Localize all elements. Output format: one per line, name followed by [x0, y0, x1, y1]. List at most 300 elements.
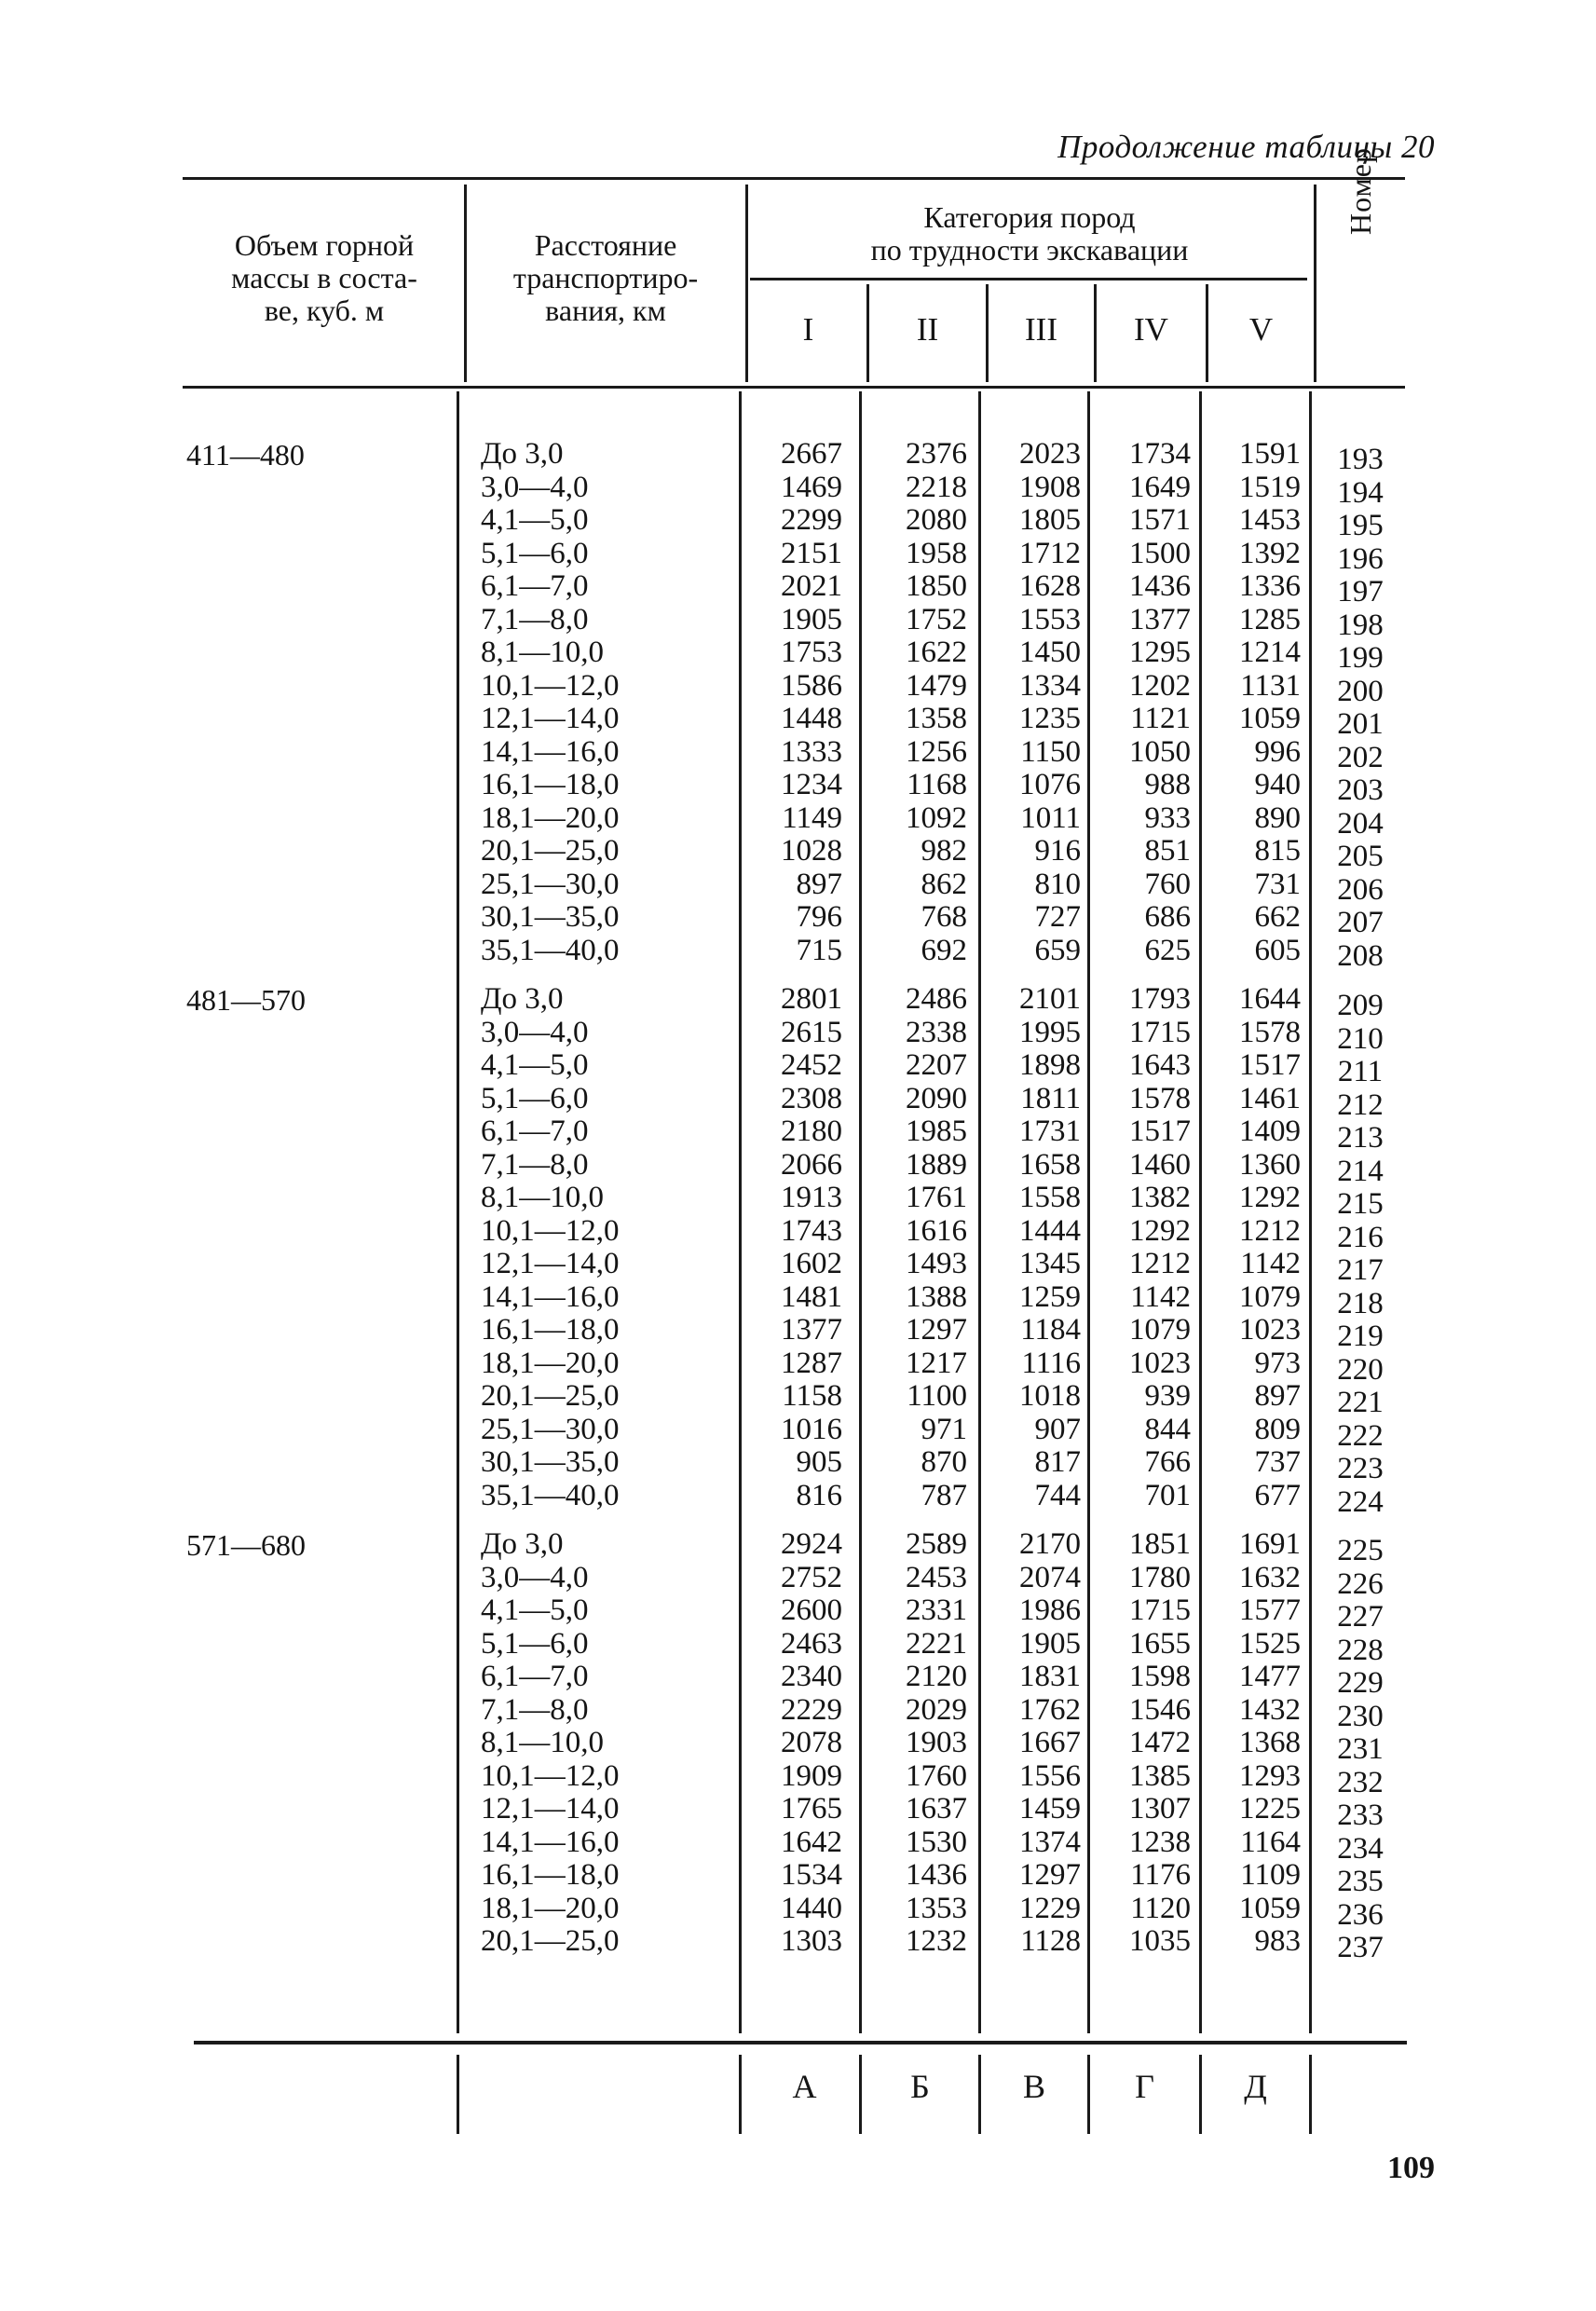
- cat-1-cell: 1534: [781, 1858, 842, 1892]
- body-divider-distance: [739, 391, 742, 2033]
- nums-column: [1318, 444, 1402, 973]
- row-number-cell: 229: [1337, 1666, 1384, 1700]
- header-category: Категория пород по трудности экскавации: [870, 200, 1189, 267]
- cat-5-cell: 1023: [1239, 1313, 1301, 1347]
- cat-4-cell: 760: [1144, 867, 1191, 901]
- distance-cell: 16,1—18,0: [481, 1313, 620, 1347]
- cat-2-cell: 2376: [906, 437, 967, 471]
- cat-1-cell: 1642: [781, 1825, 842, 1859]
- body-divider-number: [1309, 391, 1312, 2033]
- cat-2-cell: 1353: [906, 1891, 967, 1925]
- cat-2-cell: 1985: [906, 1114, 967, 1148]
- volume-range: 411—480: [186, 438, 305, 472]
- distance-cell: 25,1—30,0: [481, 867, 620, 901]
- cat-1-cell: 2452: [781, 1048, 842, 1082]
- distance-cell: 8,1—10,0: [481, 1181, 604, 1214]
- cat-5-cell: 1164: [1240, 1825, 1301, 1859]
- row-number-cell: 217: [1337, 1253, 1384, 1287]
- cat-3-cell: 1334: [1019, 668, 1081, 703]
- row-number-cell: 201: [1337, 707, 1384, 741]
- cat-5-cell: 1519: [1239, 470, 1301, 504]
- distance-cell: 6,1—7,0: [481, 569, 589, 603]
- cat-4-cell: 1546: [1129, 1692, 1191, 1727]
- header-cat-1: I: [802, 311, 814, 348]
- cat-1-cell: 1440: [781, 1891, 842, 1925]
- cat-4-cell: 1202: [1129, 668, 1191, 703]
- cat-3-cell: 1459: [1019, 1792, 1081, 1826]
- body-divider-c1: [859, 391, 862, 2033]
- cat-2-cell: 982: [921, 834, 967, 868]
- distance-cell: 20,1—25,0: [481, 834, 620, 868]
- cat-1-cell: 2801: [781, 982, 842, 1016]
- cat-4-cell: 1385: [1129, 1758, 1191, 1793]
- cat-5-cell: 677: [1254, 1478, 1301, 1512]
- cat-4-cell: 1436: [1129, 569, 1191, 603]
- body-divider-c4: [1199, 391, 1202, 2033]
- footer-letter-b: Б: [910, 2068, 930, 2105]
- cat-1-cell: 2752: [781, 1560, 842, 1594]
- cat-5-cell: 973: [1254, 1346, 1301, 1380]
- distance-cell: 35,1—40,0: [481, 933, 620, 967]
- row-number-cell: 218: [1337, 1286, 1384, 1320]
- cat-4-cell: 1793: [1129, 982, 1191, 1016]
- cat-2-cell: 1297: [906, 1313, 967, 1347]
- cat-1-cell: 2615: [781, 1015, 842, 1049]
- row-number-cell: 200: [1337, 674, 1384, 708]
- cat-4-cell: 1142: [1130, 1279, 1191, 1314]
- distance-cell: 14,1—16,0: [481, 734, 620, 769]
- cat-3-cell: 1831: [1019, 1660, 1081, 1693]
- cat-5-cell: 996: [1254, 734, 1301, 769]
- cat-1-cell: 2340: [781, 1660, 842, 1693]
- cat-3-cell: 1731: [1019, 1114, 1081, 1148]
- cat-2-cell: 1358: [906, 702, 967, 735]
- cat-4-cell: 1578: [1129, 1081, 1191, 1115]
- row-number-cell: 208: [1337, 938, 1384, 973]
- cat-2-cell: 1100: [907, 1379, 967, 1413]
- cat-4-cell: 939: [1144, 1379, 1191, 1413]
- cat-3-cell: 1667: [1019, 1726, 1081, 1759]
- cat-3-cell: 817: [1034, 1445, 1081, 1479]
- cat-5-cell: 1368: [1239, 1726, 1301, 1759]
- cat-1-cell: 2308: [781, 1081, 842, 1115]
- row-number-cell: 226: [1337, 1566, 1384, 1601]
- cat-4-cell: 1120: [1130, 1891, 1191, 1925]
- cat-3-cell: 1128: [1020, 1924, 1081, 1958]
- cat-4-cell: 1460: [1129, 1147, 1191, 1182]
- cat-2-cell: 787: [921, 1478, 967, 1512]
- distance-cell: 10,1—12,0: [481, 1758, 620, 1793]
- cat-4-cell: 1500: [1129, 536, 1191, 570]
- row-number-cell: 213: [1337, 1121, 1384, 1155]
- c3-column: [989, 983, 1081, 1512]
- cat-3-cell: 907: [1034, 1412, 1081, 1446]
- distance-cell: 7,1—8,0: [481, 1692, 589, 1727]
- row-number-cell: 225: [1337, 1534, 1384, 1567]
- cat-2-cell: 2453: [906, 1560, 967, 1594]
- cat-2-cell: 1903: [906, 1726, 967, 1759]
- distance-cell: 18,1—20,0: [481, 1346, 620, 1380]
- cat-2-cell: 1232: [906, 1924, 967, 1958]
- row-number-cell: 203: [1337, 773, 1384, 807]
- cat-4-cell: 933: [1144, 800, 1191, 835]
- cat-2-cell: 1256: [906, 734, 967, 769]
- distances-column: [481, 438, 723, 967]
- cat-5-cell: 1392: [1239, 536, 1301, 570]
- row-number-cell: 219: [1337, 1320, 1384, 1353]
- cat-1-cell: 2463: [781, 1626, 842, 1661]
- cat-4-cell: 1295: [1129, 636, 1191, 669]
- cat-1-cell: 1753: [781, 636, 842, 669]
- distance-cell: 8,1—10,0: [481, 636, 604, 669]
- row-number-cell: 227: [1337, 1600, 1384, 1634]
- cat-3-cell: 1898: [1019, 1048, 1081, 1082]
- c3-column: [989, 1528, 1081, 1959]
- cat-4-cell: 1517: [1129, 1114, 1191, 1148]
- row-number-cell: 214: [1337, 1154, 1384, 1188]
- cat-1-cell: 1333: [781, 734, 842, 769]
- row-number-cell: 204: [1337, 806, 1384, 841]
- cat-1-cell: 1469: [781, 470, 842, 504]
- body-bottom-rule: [194, 2041, 1407, 2044]
- row-number-cell: 202: [1337, 740, 1384, 774]
- cat-3-cell: 1908: [1019, 470, 1081, 504]
- cat-5-cell: 1212: [1239, 1213, 1301, 1248]
- cat-4-cell: 1780: [1129, 1560, 1191, 1594]
- c1-column: [755, 438, 842, 967]
- cat-4-cell: 1079: [1129, 1313, 1191, 1347]
- cat-5-cell: 1292: [1239, 1181, 1301, 1214]
- distance-cell: 4,1—5,0: [481, 1048, 589, 1082]
- distance-cell: 10,1—12,0: [481, 668, 620, 703]
- cat-5-cell: 1644: [1239, 982, 1301, 1016]
- cat-3-cell: 1628: [1019, 569, 1081, 603]
- cat-1-cell: 2066: [781, 1147, 842, 1182]
- distance-cell: 7,1—8,0: [481, 602, 589, 636]
- cat-2-cell: 2120: [906, 1660, 967, 1693]
- c3-column: [989, 438, 1081, 967]
- cat-1-cell: 2600: [781, 1593, 842, 1627]
- cat-4-cell: 1571: [1129, 503, 1191, 537]
- cat-3-cell: 2101: [1019, 982, 1081, 1016]
- distance-cell: 20,1—25,0: [481, 1924, 620, 1958]
- row-number-cell: 222: [1337, 1418, 1384, 1453]
- cat-3-cell: 2074: [1019, 1560, 1081, 1594]
- cat-2-cell: 2589: [906, 1527, 967, 1561]
- distance-cell: 18,1—20,0: [481, 800, 620, 835]
- cat-3-cell: 1905: [1019, 1626, 1081, 1661]
- cat-1-cell: 1158: [782, 1379, 842, 1413]
- cat-5-cell: 1293: [1239, 1758, 1301, 1793]
- cat-1-cell: 2078: [781, 1726, 842, 1759]
- cat-5-cell: 1285: [1239, 602, 1301, 636]
- cat-4-cell: 1598: [1129, 1660, 1191, 1693]
- cat-3-cell: 659: [1034, 933, 1081, 967]
- cat-3-cell: 916: [1034, 834, 1081, 868]
- cat-5-cell: 605: [1254, 933, 1301, 967]
- cat-2-cell: 870: [921, 1445, 967, 1479]
- distance-cell: 8,1—10,0: [481, 1726, 604, 1759]
- distance-cell: 4,1—5,0: [481, 1593, 589, 1627]
- cat-2-cell: 2486: [906, 982, 967, 1016]
- cat-2-cell: 2338: [906, 1015, 967, 1049]
- cat-5-cell: 1591: [1239, 437, 1301, 471]
- distance-cell: 10,1—12,0: [481, 1213, 620, 1248]
- cat-2-cell: 1436: [906, 1858, 967, 1892]
- cat-5-cell: 731: [1254, 867, 1301, 901]
- cat-5-cell: 1079: [1239, 1279, 1301, 1314]
- category-rule: [750, 278, 1307, 280]
- cat-4-cell: 1377: [1129, 602, 1191, 636]
- cat-4-cell: 1715: [1129, 1593, 1191, 1627]
- distance-cell: 25,1—30,0: [481, 1412, 620, 1446]
- distance-cell: 12,1—14,0: [481, 1247, 620, 1280]
- header-bottom-rule: [183, 386, 1405, 389]
- cat-5-cell: 1225: [1239, 1792, 1301, 1826]
- row-number-cell: 233: [1337, 1798, 1384, 1832]
- distance-cell: 6,1—7,0: [481, 1114, 589, 1148]
- c1-column: [755, 1528, 842, 1959]
- nums-column: [1318, 990, 1402, 1519]
- distance-cell: 4,1—5,0: [481, 503, 589, 537]
- page-number: 109: [1387, 2151, 1435, 2185]
- header-divider-volume: [464, 185, 467, 382]
- cat-4-cell: 1050: [1129, 734, 1191, 769]
- header-distance: Расстояние транспортиро- вания, км: [512, 228, 699, 327]
- c2-column: [874, 1528, 967, 1959]
- cat-2-cell: 862: [921, 867, 967, 901]
- cat-2-cell: 1958: [906, 536, 967, 570]
- cat-5-cell: 1214: [1239, 636, 1301, 669]
- distances-column: [481, 1528, 723, 1959]
- row-number-cell: 194: [1337, 475, 1384, 510]
- cat-1-cell: 1016: [781, 1412, 842, 1446]
- cat-2-cell: 1752: [906, 602, 967, 636]
- footer-letter-a: А: [792, 2068, 817, 2105]
- c2-column: [874, 983, 967, 1512]
- distance-cell: 16,1—18,0: [481, 1858, 620, 1892]
- cat-4-cell: 1472: [1129, 1726, 1191, 1759]
- cat-1-cell: 1586: [781, 668, 842, 703]
- cat-3-cell: 1011: [1020, 800, 1081, 835]
- cat-2-cell: 1479: [906, 668, 967, 703]
- cat-3-cell: 727: [1034, 900, 1081, 934]
- cat-4-cell: 1292: [1129, 1213, 1191, 1248]
- cat-3-cell: 1811: [1020, 1081, 1081, 1115]
- distance-cell: 5,1—6,0: [481, 1081, 589, 1115]
- distances-column: [481, 983, 723, 1512]
- cat-2-cell: 2029: [906, 1692, 967, 1727]
- cat-1-cell: 2924: [781, 1527, 842, 1561]
- distance-cell: 12,1—14,0: [481, 702, 620, 735]
- row-number-cell: 195: [1337, 509, 1384, 542]
- cat-4-cell: 1382: [1129, 1181, 1191, 1214]
- cat-4-cell: 844: [1144, 1412, 1191, 1446]
- cat-3-cell: 1556: [1019, 1758, 1081, 1793]
- cat-2-cell: 1760: [906, 1758, 967, 1793]
- row-number-cell: 198: [1337, 608, 1384, 642]
- cat-5-cell: 1360: [1239, 1147, 1301, 1182]
- cat-5-cell: 809: [1254, 1412, 1301, 1446]
- cat-4-cell: 1212: [1129, 1247, 1191, 1280]
- cat-5-cell: 815: [1254, 834, 1301, 868]
- row-number-cell: 221: [1337, 1386, 1384, 1419]
- header-cat-4: IV: [1134, 311, 1168, 348]
- cat-3-cell: 1553: [1019, 602, 1081, 636]
- row-number-cell: 211: [1337, 1055, 1384, 1088]
- distance-cell: 6,1—7,0: [481, 1660, 589, 1693]
- row-number-cell: 209: [1337, 989, 1384, 1022]
- cat-2-cell: 768: [921, 900, 967, 934]
- cat-1-cell: 905: [796, 1445, 842, 1479]
- cat-1-cell: 1149: [782, 800, 842, 835]
- cat-5-cell: 890: [1254, 800, 1301, 835]
- c5-column: [1211, 438, 1301, 967]
- row-number-cell: 230: [1337, 1699, 1384, 1733]
- row-number-cell: 224: [1337, 1484, 1384, 1519]
- footer-letter-g: Г: [1135, 2068, 1154, 2105]
- cat-5-cell: 940: [1254, 768, 1301, 801]
- row-number-cell: 215: [1337, 1187, 1384, 1221]
- row-number-cell: 234: [1337, 1831, 1384, 1866]
- header-cat-5: V: [1248, 311, 1274, 348]
- distance-cell: 3,0—4,0: [481, 470, 589, 504]
- cat-1-cell: 1448: [781, 702, 842, 735]
- distance-cell: 3,0—4,0: [481, 1015, 589, 1049]
- c4-column: [1099, 438, 1191, 967]
- row-number-cell: 199: [1337, 641, 1384, 675]
- footer-divider-number: [1309, 2055, 1312, 2134]
- cat-1-cell: 1234: [781, 768, 842, 801]
- cat-3-cell: 810: [1034, 867, 1081, 901]
- cat-1-cell: 1303: [781, 1924, 842, 1958]
- cat-3-cell: 1297: [1019, 1858, 1081, 1892]
- footer-divider-distance: [739, 2055, 742, 2134]
- cat-5-cell: 1632: [1239, 1560, 1301, 1594]
- table-caption: Продолжение таблицы 20: [1057, 129, 1435, 165]
- cat-2-cell: 2218: [906, 470, 967, 504]
- cat-1-cell: 2229: [781, 1692, 842, 1727]
- cat-1-cell: 2667: [781, 437, 842, 471]
- cat-3-cell: 1150: [1020, 734, 1081, 769]
- cat-3-cell: 1076: [1019, 768, 1081, 801]
- body-divider-volume: [457, 391, 459, 2033]
- cat-4-cell: 1035: [1129, 1924, 1191, 1958]
- row-number-cell: 216: [1337, 1220, 1384, 1254]
- row-number-cell: 231: [1337, 1732, 1384, 1766]
- cat-3-cell: 1229: [1019, 1891, 1081, 1925]
- top-rule: [183, 177, 1405, 180]
- cat-5-cell: 737: [1254, 1445, 1301, 1479]
- cat-5-cell: 1461: [1239, 1081, 1301, 1115]
- distance-cell: 5,1—6,0: [481, 536, 589, 570]
- cat-2-cell: 1622: [906, 636, 967, 669]
- cat-3-cell: 1658: [1019, 1147, 1081, 1182]
- cat-3-cell: 1712: [1019, 536, 1081, 570]
- header-cat-2: II: [916, 311, 939, 348]
- c4-column: [1099, 983, 1191, 1512]
- cat-5-cell: 1517: [1239, 1048, 1301, 1082]
- cat-5-cell: 1432: [1239, 1692, 1301, 1727]
- cat-3-cell: 2170: [1019, 1527, 1081, 1561]
- cat-5-cell: 1691: [1239, 1527, 1301, 1561]
- c2-column: [874, 438, 967, 967]
- cat-1-cell: 1913: [781, 1181, 842, 1214]
- cat-2-cell: 2207: [906, 1048, 967, 1082]
- cat-2-cell: 1217: [906, 1346, 967, 1380]
- cat-5-cell: 1336: [1239, 569, 1301, 603]
- cat-5-cell: 983: [1254, 1924, 1301, 1958]
- cat-4-cell: 1238: [1129, 1825, 1191, 1859]
- row-number-cell: 220: [1337, 1352, 1384, 1387]
- c5-column: [1211, 983, 1301, 1512]
- cat-3-cell: 1986: [1019, 1593, 1081, 1627]
- distance-cell: 18,1—20,0: [481, 1891, 620, 1925]
- distance-cell: 5,1—6,0: [481, 1626, 589, 1661]
- cat-2-cell: 2221: [906, 1626, 967, 1661]
- cat-1-cell: 1602: [781, 1247, 842, 1280]
- cat-4-cell: 1307: [1129, 1792, 1191, 1826]
- row-number-cell: 196: [1337, 541, 1384, 576]
- header-cat-3: III: [1025, 311, 1057, 348]
- cat-3-cell: 744: [1034, 1478, 1081, 1512]
- row-number-cell: 205: [1337, 840, 1384, 873]
- cat-1-cell: 897: [796, 867, 842, 901]
- row-number-cell: 206: [1337, 872, 1384, 907]
- row-number-cell: 228: [1337, 1633, 1384, 1667]
- cat-1-cell: 2299: [781, 503, 842, 537]
- header-divider-distance: [745, 185, 748, 382]
- row-number-cell: 237: [1337, 1931, 1384, 1964]
- cat-3-cell: 1184: [1020, 1313, 1081, 1347]
- cat-5-cell: 1131: [1240, 668, 1301, 703]
- cat-4-cell: 988: [1144, 768, 1191, 801]
- cat-2-cell: 1889: [906, 1147, 967, 1182]
- cat-3-cell: 1444: [1019, 1213, 1081, 1248]
- cat-2-cell: 2090: [906, 1081, 967, 1115]
- cat-2-cell: 1092: [906, 800, 967, 835]
- cat-4-cell: 625: [1144, 933, 1191, 967]
- cat-2-cell: 2331: [906, 1593, 967, 1627]
- cat-2-cell: 1761: [906, 1181, 967, 1214]
- cat-4-cell: 1176: [1130, 1858, 1191, 1892]
- cat-2-cell: 1637: [906, 1792, 967, 1826]
- cat-5-cell: 897: [1254, 1379, 1301, 1413]
- row-number-cell: 197: [1337, 575, 1384, 609]
- cat-1-cell: 2180: [781, 1114, 842, 1148]
- cat-1-cell: 816: [796, 1478, 842, 1512]
- distance-cell: 7,1—8,0: [481, 1147, 589, 1182]
- cat-5-cell: 1477: [1239, 1660, 1301, 1693]
- distance-cell: 16,1—18,0: [481, 768, 620, 801]
- cat-3-cell: 1018: [1019, 1379, 1081, 1413]
- cat-5-cell: 1578: [1239, 1015, 1301, 1049]
- cat-1-cell: 1287: [781, 1346, 842, 1380]
- distance-cell: 14,1—16,0: [481, 1825, 620, 1859]
- distance-cell: 12,1—14,0: [481, 1792, 620, 1826]
- volume-range: 481—570: [186, 983, 306, 1017]
- cat-1-cell: 1481: [781, 1279, 842, 1314]
- cat-5-cell: 1059: [1239, 1891, 1301, 1925]
- cat-5-cell: 662: [1254, 900, 1301, 934]
- cat-4-cell: 1715: [1129, 1015, 1191, 1049]
- footer-letter-d: Д: [1244, 2068, 1267, 2105]
- footer-divider-volume: [457, 2055, 459, 2134]
- row-number-cell: 210: [1337, 1021, 1384, 1056]
- distance-cell: 3,0—4,0: [481, 1560, 589, 1594]
- header-divider-number: [1314, 185, 1316, 382]
- cat-1-cell: 715: [796, 933, 842, 967]
